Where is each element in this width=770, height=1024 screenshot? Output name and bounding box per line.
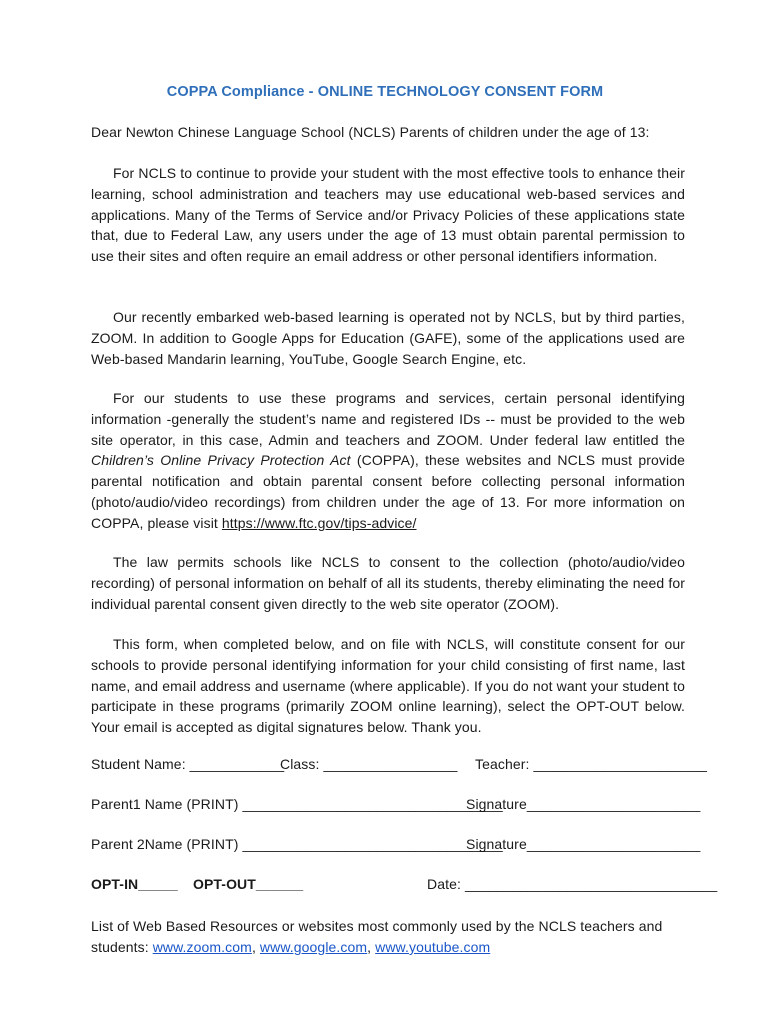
resources-text: List of Web Based Resources or websites most commonly used by the NCLS teachers and students: (91, 918, 663, 955)
resources-list (91, 916, 687, 958)
opt-row (91, 876, 718, 898)
parent2-name-field[interactable]: Parent 2Name (PRINT) _________________________________ (91, 836, 503, 852)
paragraph-coppa (91, 388, 685, 534)
parent1-signature-field[interactable]: Signature______________________ (466, 796, 701, 812)
parent2-row (91, 836, 701, 858)
opt-out-field[interactable]: OPT-OUT______ (193, 876, 304, 892)
coppa-text-a: For our students to use these programs and services, certain personal identifying information -generally the student’s name and registered IDs -- must be provided to the web site operator, in this case, Admin and teachers and ZOOM. Under federal law entitled the (91, 390, 685, 448)
youtube-link[interactable]: www.youtube.com (375, 939, 491, 955)
paragraph-third-parties: Our recently embarked web-based learning is operated not by NCLS, but by third parties, ZOOM. In addition to Google Apps for Education (GAFE), some of the applications used are Web-based Mandarin learning, YouTube, Google Search Engine, etc. (91, 309, 685, 367)
parent2-signature-field[interactable]: Signature______________________ (466, 836, 701, 852)
class-field[interactable]: Class: _________________ (280, 756, 458, 772)
opt-in-field[interactable]: OPT-IN_____ (91, 876, 178, 892)
salutation: Dear Newton Chinese Language School (NCLS) Parents of children under the age of 13: (91, 124, 650, 140)
parent1-name-field[interactable]: Parent1 Name (PRINT) _________________________________ (91, 796, 503, 812)
ftc-link[interactable]: https://www.ftc.gov/tips-advice/ (221, 514, 417, 531)
coppa-text-b: (COPPA), these websites and NCLS must provide parental notification and obtain parental consent before collecting personal information (photo/audio/video recordings) from children under the age of 13. For more information on COPPA, please visit (91, 452, 685, 531)
paragraph-intro: For NCLS to continue to provide your student with the most effective tools to enhance their learning, school administration and teachers may use educational web-based services and applications. Many of the Terms of Service and/or Privacy Policies of these applications state that, due to Federal Law, any users under the age of 13 must obtain parental permission to use their sites and often require an email address or other personal identifiers information. (91, 165, 685, 265)
date-field[interactable]: Date: ________________________________ (427, 876, 718, 892)
zoom-link[interactable]: www.zoom.com (152, 939, 252, 955)
paragraph-opt-out: This form, when completed below, and on file with NCLS, will constitute consent for our schools to provide personal identifying information for your child consisting of first name, last name, and email address and username (where applicable). If you do not want your student to participate in these programs (primarily ZOOM online learning), select the OPT-OUT below. Your email is accepted as digital signatures below. Thank you. (91, 636, 685, 736)
paragraph-law-permits: The law permits schools like NCLS to consent to the collection (photo/audio/video recording) of personal information on behalf of all its students, thereby eliminating the need for individual parental consent given directly to the web site operator (ZOOM). (91, 554, 685, 612)
teacher-field[interactable]: Teacher: ______________________ (475, 756, 707, 772)
coppa-act-name: Children’s Online Privacy Protection Act (91, 452, 351, 469)
parent1-row (91, 796, 701, 818)
student-name-field[interactable]: Student Name: ____________ (91, 756, 285, 772)
separator: , (251, 939, 260, 955)
separator: , (367, 939, 376, 955)
google-link[interactable]: www.google.com (259, 939, 368, 955)
student-row (91, 756, 707, 778)
form-title: COPPA Compliance - ONLINE TECHNOLOGY CONSENT FORM (166, 84, 604, 100)
